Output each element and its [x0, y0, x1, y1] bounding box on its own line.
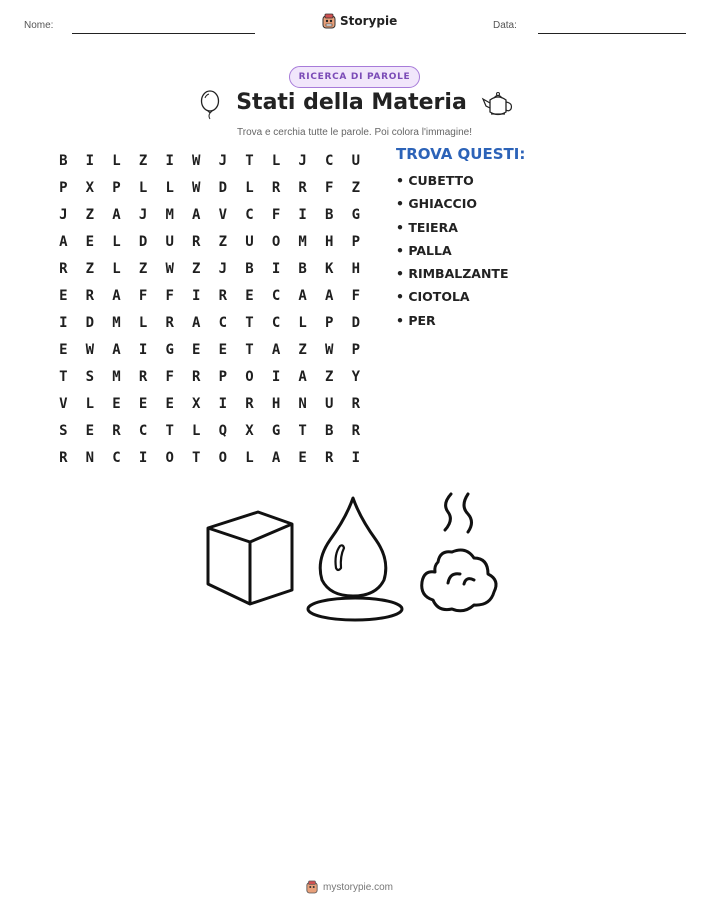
- grid-letter[interactable]: J: [298, 152, 307, 169]
- grid-letter[interactable]: J: [218, 260, 228, 277]
- word-list-item: • PALLA: [396, 242, 452, 258]
- grid-letter[interactable]: F: [325, 179, 334, 196]
- footer-url[interactable]: mystorypie.com: [323, 881, 394, 893]
- grid-letter[interactable]: A: [298, 368, 307, 385]
- grid-letter[interactable]: P: [325, 314, 334, 331]
- grid-row: [50, 309, 369, 336]
- grid-letter[interactable]: F: [351, 287, 361, 304]
- grid-letter[interactable]: O: [271, 233, 281, 250]
- grid-letter[interactable]: F: [165, 368, 174, 385]
- grid-letter[interactable]: A: [271, 449, 281, 466]
- grid-letter[interactable]: W: [192, 152, 201, 169]
- grid-letter[interactable]: R: [59, 260, 68, 277]
- grid-letter[interactable]: Y: [351, 368, 361, 385]
- grid-letter[interactable]: B: [325, 206, 334, 223]
- grid-letter[interactable]: X: [85, 179, 95, 196]
- grid-letter[interactable]: N: [298, 395, 307, 412]
- grid-row: [50, 363, 369, 390]
- grid-letter[interactable]: I: [192, 287, 201, 304]
- grid-letter[interactable]: R: [165, 314, 174, 331]
- grid-letter[interactable]: D: [351, 314, 361, 331]
- grid-letter[interactable]: U: [351, 152, 361, 169]
- grid-letter[interactable]: D: [218, 179, 228, 196]
- grid-letter[interactable]: H: [351, 260, 361, 277]
- footer: [306, 880, 393, 894]
- grid-letter[interactable]: U: [245, 233, 254, 250]
- grid-letter[interactable]: R: [351, 422, 361, 439]
- word-list-item: • CUBETTO: [396, 173, 474, 188]
- grid-letter[interactable]: M: [112, 314, 121, 331]
- grid-letter[interactable]: T: [245, 152, 254, 169]
- grid-letter[interactable]: R: [245, 395, 254, 412]
- grid-letter[interactable]: E: [85, 422, 95, 439]
- grid-letter[interactable]: I: [298, 206, 307, 223]
- date-label: Data:: [493, 20, 517, 31]
- grid-letter[interactable]: R: [351, 395, 361, 412]
- grid-letter[interactable]: G: [271, 422, 281, 439]
- grid-letter[interactable]: C: [271, 314, 281, 331]
- grid-letter[interactable]: B: [325, 422, 334, 439]
- grid-letter[interactable]: W: [165, 260, 174, 277]
- grid-letter[interactable]: P: [112, 179, 121, 196]
- grid-letter[interactable]: G: [351, 206, 361, 223]
- grid-letter[interactable]: C: [218, 314, 228, 331]
- water-drop-icon: [308, 498, 402, 620]
- grid-letter[interactable]: L: [138, 179, 148, 196]
- grid-letter[interactable]: E: [59, 287, 68, 304]
- grid-letter[interactable]: H: [325, 233, 334, 250]
- grid-letter[interactable]: Q: [218, 422, 228, 439]
- grid-letter[interactable]: L: [112, 233, 121, 250]
- grid-letter[interactable]: W: [192, 179, 201, 196]
- grid-letter[interactable]: T: [245, 314, 254, 331]
- grid-letter[interactable]: F: [138, 287, 148, 304]
- brand-logo: [322, 13, 397, 29]
- grid-letter[interactable]: C: [271, 287, 281, 304]
- grid-letter[interactable]: E: [85, 233, 95, 250]
- title-text: Stati della Materia: [236, 90, 467, 115]
- grid-letter[interactable]: L: [138, 314, 148, 331]
- grid-letter[interactable]: C: [245, 206, 254, 223]
- grid-letter[interactable]: L: [112, 152, 121, 169]
- grid-row: [50, 228, 369, 255]
- teapot-icon: [481, 90, 515, 120]
- grid-letter[interactable]: R: [298, 179, 307, 196]
- grid-row: [50, 417, 369, 444]
- grid-letter[interactable]: P: [59, 179, 68, 196]
- grid-letter[interactable]: A: [192, 314, 201, 331]
- grid-letter[interactable]: U: [325, 395, 334, 412]
- name-label: Nome:: [24, 20, 54, 31]
- grid-letter[interactable]: J: [138, 206, 148, 223]
- grid-letter[interactable]: A: [112, 287, 121, 304]
- grid-letter[interactable]: R: [192, 233, 201, 250]
- grid-letter[interactable]: R: [192, 368, 201, 385]
- grid-letter[interactable]: L: [165, 179, 174, 196]
- grid-letter[interactable]: M: [298, 233, 307, 250]
- grid-letter[interactable]: L: [245, 179, 254, 196]
- grid-letter[interactable]: Z: [298, 341, 307, 358]
- word-list-title: TROVA QUESTI:: [396, 145, 526, 163]
- grid-letter[interactable]: P: [351, 341, 361, 358]
- grid-letter[interactable]: M: [112, 368, 121, 385]
- grid-letter[interactable]: P: [218, 368, 228, 385]
- grid-row: [50, 147, 369, 174]
- grid-letter[interactable]: U: [165, 233, 174, 250]
- instructions: Trova e cerchia tutte le parole. Poi colora l'immagine!: [237, 127, 472, 138]
- grid-letter[interactable]: A: [271, 341, 281, 358]
- grid-letter[interactable]: O: [165, 449, 174, 466]
- storypie-mascot-icon: [306, 880, 318, 894]
- grid-letter[interactable]: C: [325, 152, 334, 169]
- grid-letter[interactable]: I: [165, 152, 174, 169]
- grid-letter[interactable]: Z: [351, 179, 361, 196]
- states-of-matter-illustration: [198, 488, 508, 628]
- grid-letter[interactable]: E: [165, 395, 174, 412]
- grid-letter[interactable]: E: [218, 341, 228, 358]
- grid-letter[interactable]: A: [325, 287, 334, 304]
- grid-letter[interactable]: I: [138, 341, 148, 358]
- name-line[interactable]: [72, 33, 255, 34]
- word-search-grid: [50, 147, 369, 471]
- grid-letter[interactable]: L: [85, 395, 95, 412]
- grid-letter[interactable]: T: [59, 368, 68, 385]
- grid-letter[interactable]: A: [59, 233, 68, 250]
- steam-cloud-icon: [422, 494, 496, 611]
- grid-letter[interactable]: I: [271, 260, 281, 277]
- grid-letter[interactable]: C: [112, 449, 121, 466]
- grid-letter[interactable]: R: [85, 287, 95, 304]
- grid-letter[interactable]: I: [85, 152, 95, 169]
- grid-letter[interactable]: M: [165, 206, 174, 223]
- grid-letter[interactable]: G: [165, 341, 174, 358]
- grid-letter[interactable]: Z: [85, 260, 95, 277]
- grid-letter[interactable]: B: [245, 260, 254, 277]
- word-list-item: • CIOTOLA: [396, 289, 470, 305]
- grid-letter[interactable]: V: [59, 395, 68, 412]
- grid-letter[interactable]: I: [271, 368, 281, 385]
- grid-letter[interactable]: T: [165, 422, 174, 439]
- grid-letter[interactable]: T: [298, 422, 307, 439]
- grid-letter[interactable]: T: [245, 341, 254, 358]
- grid-letter[interactable]: L: [271, 152, 281, 169]
- grid-letter[interactable]: E: [298, 449, 307, 466]
- grid-letter[interactable]: O: [218, 449, 228, 466]
- grid-letter[interactable]: T: [192, 449, 201, 466]
- grid-row: [50, 282, 369, 309]
- grid-letter[interactable]: I: [138, 449, 148, 466]
- grid-letter[interactable]: A: [112, 206, 121, 223]
- grid-letter[interactable]: Z: [138, 152, 148, 169]
- grid-letter[interactable]: L: [192, 422, 201, 439]
- grid-letter[interactable]: B: [59, 152, 68, 169]
- grid-letter[interactable]: A: [192, 206, 201, 223]
- grid-letter[interactable]: R: [138, 368, 148, 385]
- grid-letter[interactable]: I: [351, 449, 361, 466]
- grid-letter[interactable]: Z: [192, 260, 201, 277]
- grid-letter[interactable]: L: [298, 314, 307, 331]
- grid-letter[interactable]: R: [59, 449, 68, 466]
- word-list: [396, 169, 509, 332]
- grid-letter[interactable]: H: [271, 395, 281, 412]
- grid-row: [50, 336, 369, 363]
- grid-letter[interactable]: R: [112, 422, 121, 439]
- ice-cube-icon: [208, 512, 292, 604]
- grid-letter[interactable]: B: [298, 260, 307, 277]
- grid-row: [50, 174, 369, 201]
- grid-letter[interactable]: C: [138, 422, 148, 439]
- brand-name: Storypie: [340, 14, 398, 28]
- grid-row: [50, 255, 369, 282]
- grid-letter[interactable]: E: [59, 341, 68, 358]
- grid-letter[interactable]: R: [325, 449, 334, 466]
- grid-letter[interactable]: S: [59, 422, 68, 439]
- grid-row: [50, 444, 369, 471]
- grid-letter[interactable]: A: [112, 341, 121, 358]
- grid-letter[interactable]: P: [351, 233, 361, 250]
- grid-letter[interactable]: Z: [218, 233, 228, 250]
- word-list-item: • GHIACCIO: [396, 196, 478, 212]
- grid-letter[interactable]: I: [59, 314, 68, 331]
- grid-letter[interactable]: S: [85, 368, 95, 385]
- grid-letter[interactable]: X: [245, 422, 254, 439]
- grid-letter[interactable]: I: [218, 395, 228, 412]
- word-list-item: • PER: [396, 312, 436, 328]
- date-line[interactable]: [538, 33, 686, 34]
- page-title: [0, 90, 709, 115]
- grid-letter[interactable]: R: [218, 287, 228, 304]
- grid-letter[interactable]: D: [138, 233, 148, 250]
- grid-letter[interactable]: Z: [85, 206, 95, 223]
- grid-letter[interactable]: A: [298, 287, 307, 304]
- grid-row: [50, 390, 369, 417]
- grid-letter[interactable]: F: [165, 287, 174, 304]
- grid-letter[interactable]: N: [85, 449, 95, 466]
- grid-letter[interactable]: E: [112, 395, 121, 412]
- grid-letter[interactable]: F: [271, 206, 281, 223]
- grid-letter[interactable]: E: [138, 395, 148, 412]
- grid-letter[interactable]: V: [218, 206, 228, 223]
- storypie-mascot-icon: [322, 13, 336, 29]
- grid-letter[interactable]: W: [325, 341, 334, 358]
- grid-letter[interactable]: E: [192, 341, 201, 358]
- category-badge: RICERCA DI PAROLE: [289, 66, 420, 88]
- grid-letter[interactable]: L: [245, 449, 254, 466]
- grid-letter[interactable]: J: [218, 152, 228, 169]
- grid-letter[interactable]: J: [59, 206, 68, 223]
- word-list-item: • RIMBALZANTE: [396, 266, 509, 282]
- grid-row: [50, 201, 369, 228]
- grid-letter[interactable]: X: [192, 395, 201, 412]
- word-list-item: • TEIERA: [396, 219, 458, 235]
- grid-letter[interactable]: E: [245, 287, 254, 304]
- grid-letter[interactable]: K: [325, 260, 334, 277]
- grid-letter[interactable]: W: [85, 341, 95, 358]
- grid-letter[interactable]: D: [85, 314, 95, 331]
- grid-letter[interactable]: Z: [325, 368, 334, 385]
- grid-letter[interactable]: Z: [138, 260, 148, 277]
- grid-letter[interactable]: O: [245, 368, 254, 385]
- grid-letter[interactable]: R: [271, 179, 281, 196]
- grid-letter[interactable]: L: [112, 260, 121, 277]
